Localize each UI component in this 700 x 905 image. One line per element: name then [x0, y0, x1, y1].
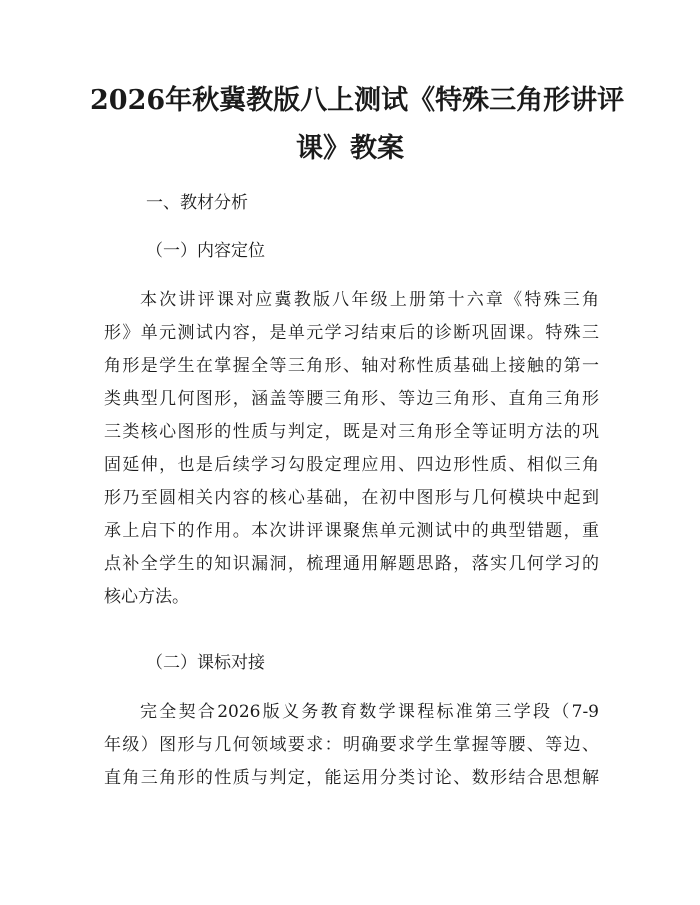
paragraph-line: 固延伸，也是后续学习勾股定理应用、四边形性质、相似三角: [104, 455, 599, 475]
paragraph-line: 三类核心图形的性质与判定，既是对三角形全等证明方法的巩: [104, 422, 599, 442]
paragraph-line: 年级）图形与几何领域要求：明确要求学生掌握等腰、等边、: [104, 735, 599, 755]
paragraph-line: 本次讲评课对应冀教版八年级上册第十六章《特殊三角: [140, 290, 599, 310]
paragraph-line: 完全契合2026版义务教育数学课程标准第三学段（7-9: [140, 702, 599, 722]
paragraph-line: 承上启下的作用。本次讲评课聚焦单元测试中的典型错题，重: [104, 521, 599, 541]
document-title-line-1: 2026年秋冀教版八上测试《特殊三角形讲评: [90, 85, 625, 116]
paragraph-line: 类典型几何图形，涵盖等腰三角形、等边三角形、直角三角形: [104, 389, 599, 409]
document-title-line-2: 课》教案: [296, 133, 404, 164]
section-heading: 一、教材分析: [146, 193, 248, 213]
paragraph-line: 点补全学生的知识漏洞，梳理通用解题思路，落实几何学习的: [104, 554, 599, 574]
paragraph-line: 角形是学生在掌握全等三角形、轴对称性质基础上接触的第一: [104, 356, 599, 376]
paragraph-line: 形乃至圆相关内容的核心基础，在初中图形与几何模块中起到: [104, 488, 599, 508]
subsection-heading: （二）课标对接: [146, 653, 265, 673]
paragraph-line: 直角三角形的性质与判定，能运用分类讨论、数形结合思想解: [104, 768, 599, 788]
subsection-heading: （一）内容定位: [146, 241, 265, 261]
paragraph-line: 形》单元测试内容，是单元学习结束后的诊断巩固课。特殊三: [104, 323, 599, 343]
paragraph-line: 核心方法。: [104, 587, 189, 607]
